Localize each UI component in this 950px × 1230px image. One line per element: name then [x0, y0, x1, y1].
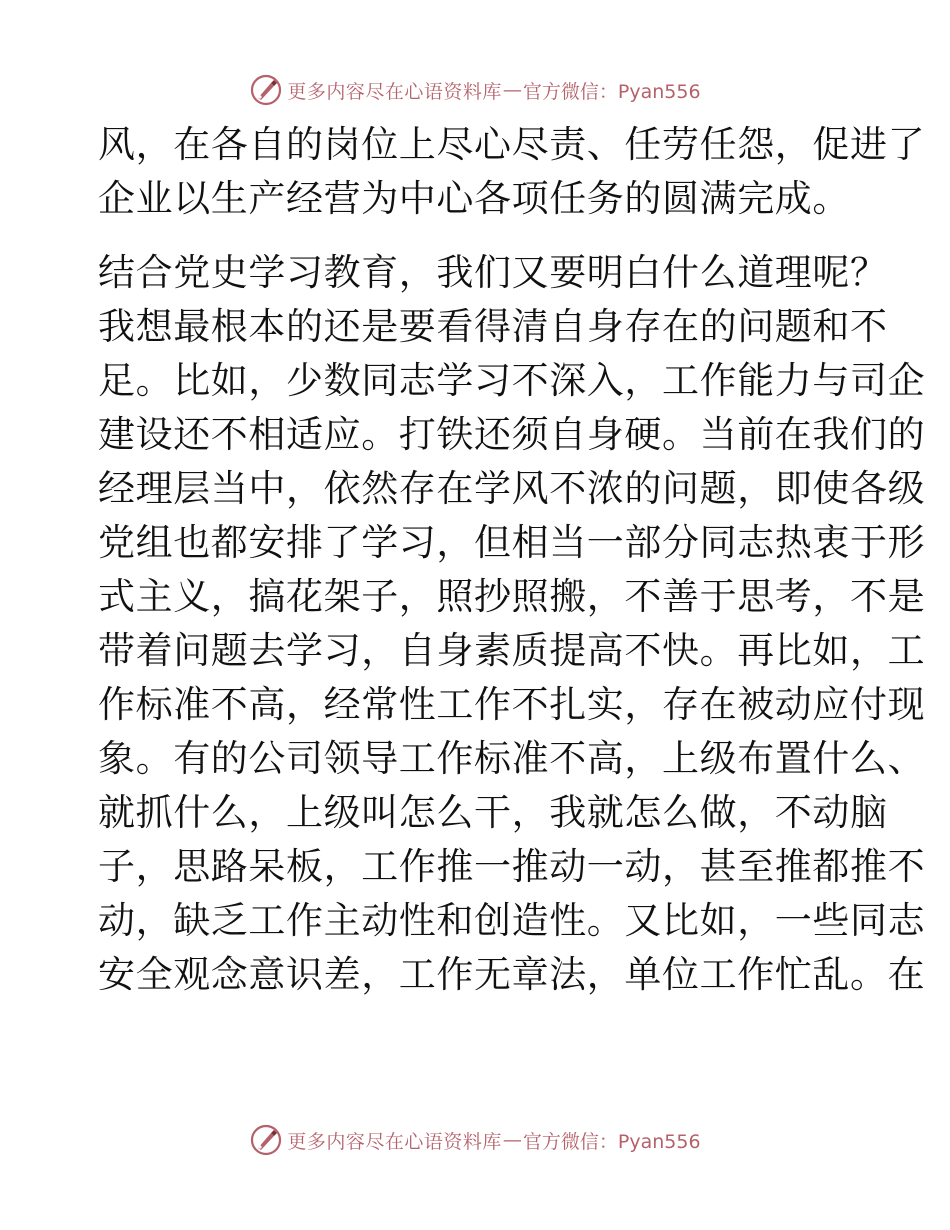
text-line: 经理层当中，依然存在学风不浓的问题，即使各级: [98, 467, 926, 510]
text-line: 企业以生产经营为中心各项任务的圆满完成。: [98, 177, 850, 220]
text-line: 式主义，搞花架子，照抄照搬，不善于思考，不是: [98, 575, 926, 618]
footer-banner: [0, 1120, 950, 1160]
text-line: 党组也都安排了学习，但相当一部分同志热衷于形: [98, 521, 926, 564]
header-banner: [0, 70, 950, 110]
text-line: 结合党史学习教育，我们又要明白什么道理呢？: [98, 251, 888, 294]
pen-logo-icon: [249, 73, 283, 107]
text-line: 带着问题去学习，自身素质提高不快。再比如，工: [98, 629, 926, 672]
text-line: 象。有的公司领导工作标准不高，上级布置什么、: [98, 737, 926, 780]
text-line: 我想最根本的还是要看得清自身存在的问题和不: [98, 305, 888, 348]
text-line: 风，在各自的岗位上尽心尽责、任劳任怨，促进了: [98, 123, 926, 166]
header-site-text: 更多内容尽在心语资料库: [287, 80, 502, 103]
text-line: 动，缺乏工作主动性和创造性。又比如，一些同志: [98, 899, 926, 942]
footer-dash: —: [502, 1129, 522, 1151]
pen-logo-icon: [249, 1123, 283, 1157]
text-line: 就抓什么，上级叫怎么干，我就怎么做，不动脑: [98, 791, 888, 834]
text-line: 子，思路呆板，工作推一推动一动，甚至推都推不: [98, 845, 926, 888]
text-line: 足。比如，少数同志学习不深入，工作能力与司企: [98, 359, 926, 402]
footer-site-text: 更多内容尽在心语资料库: [287, 1130, 502, 1153]
header-wechat-text: 官方微信：Pyan556: [522, 80, 701, 103]
text-line: 安全观念意识差，工作无章法，单位工作忙乱。在: [98, 953, 926, 996]
footer-wechat-text: 官方微信：Pyan556: [522, 1130, 701, 1153]
text-line: 建设还不相适应。打铁还须自身硬。当前在我们的: [98, 413, 926, 456]
text-line: 作标准不高，经常性工作不扎实，存在被动应付现: [98, 683, 926, 726]
header-dash: —: [502, 79, 522, 101]
